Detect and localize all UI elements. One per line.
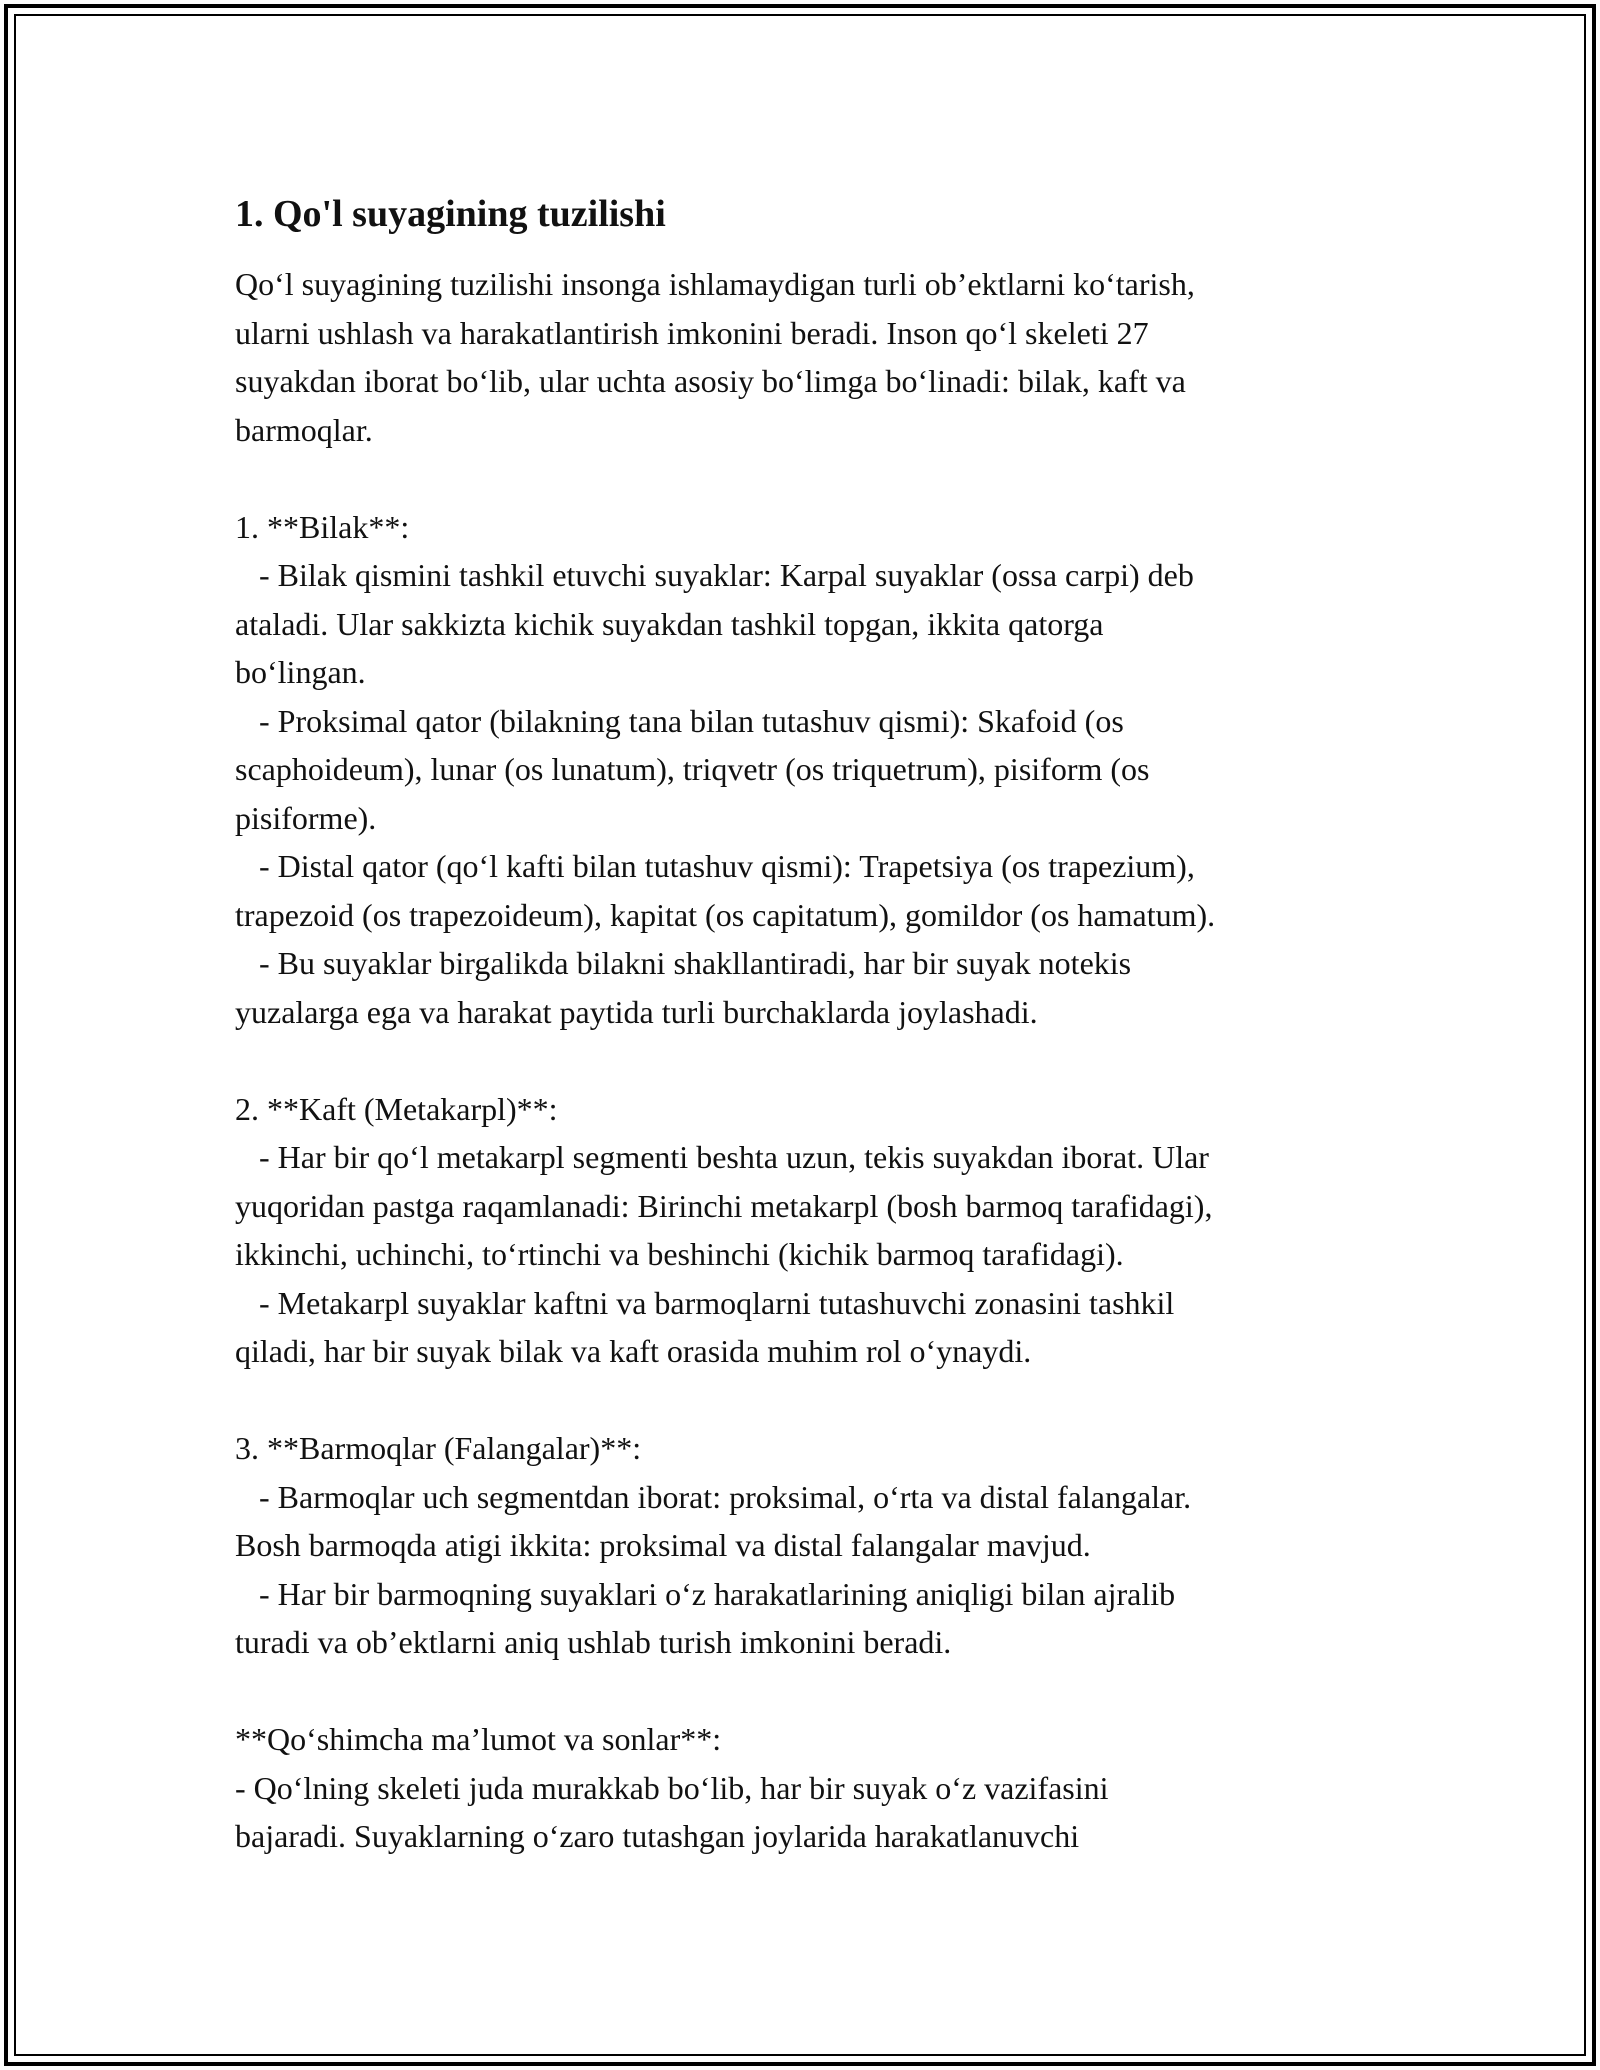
text-line: ularni ushlash va harakatlantirish imkonini beradi. Inson qo‘l skeleti 27 bbox=[235, 314, 1149, 351]
paragraph-gap bbox=[235, 454, 1385, 503]
text-line: qiladi, har bir suyak bilak va kaft orasida muhim rol o‘ynaydi. bbox=[235, 1333, 1032, 1369]
text-line: bo‘lingan. bbox=[235, 654, 366, 690]
text-line: trapezoid (os trapezoideum), kapitat (os capitatum), gomildor (os hamatum). bbox=[235, 896, 1216, 933]
paragraph-block bbox=[235, 503, 1385, 1037]
text-line: - Qo‘lning skeleti juda murakkab bo‘lib, har bir suyak o‘z vazifasini bbox=[235, 1769, 1109, 1806]
text-line: 2. **Kaft (Metakarpl)**: bbox=[235, 1090, 558, 1127]
text-line: pisiforme). bbox=[235, 799, 377, 836]
text-line: - Har bir qo‘l metakarpl segmenti beshta uzun, tekis suyakdan iborat. Ular bbox=[235, 1139, 1209, 1175]
paragraph-gap bbox=[235, 1667, 1385, 1716]
text-line: **Qo‘shimcha ma’lumot va sonlar**: bbox=[235, 1721, 722, 1757]
text-line: yuqoridan pastga raqamlanadi: Birinchi metakarpl (bosh barmoq tarafidagi), bbox=[235, 1187, 1213, 1224]
document-title: 1. Qo'l suyagining tuzilishi bbox=[235, 193, 666, 235]
text-line: scaphoideum), lunar (os lunatum), triqvetr (os triquetrum), pisiform (os bbox=[235, 751, 1150, 787]
text-line: bajaradi. Suyaklarning o‘zaro tutashgan joylarida harakatlanuvchi bbox=[235, 1818, 1080, 1854]
text-line: ikkinchi, uchinchi, to‘rtinchi va beshinchi (kichik barmoq tarafidagi). bbox=[235, 1236, 1124, 1272]
text-line: - Distal qator (qo‘l kafti bilan tutashuv qismi): Trapetsiya (os trapezium), bbox=[235, 848, 1195, 884]
paragraph-block bbox=[235, 260, 1385, 454]
text-line: 3. **Barmoqlar (Falangalar)**: bbox=[235, 1430, 642, 1466]
text-line: turadi va ob’ektlarni aniq ushlab turish imkonini beradi. bbox=[235, 1624, 952, 1660]
paragraph-block bbox=[235, 1085, 1385, 1376]
text-line: yuzalarga ega va harakat paytida turli burchaklarda joylashadi. bbox=[235, 993, 1038, 1030]
text-line: 1. **Bilak**: bbox=[235, 508, 410, 545]
text-line: - Bu suyaklar birgalikda bilakni shakllantiradi, har bir suyak notekis bbox=[235, 945, 1132, 981]
text-line: ataladi. Ular sakkizta kichik suyakdan tashkil topgan, ikkita qatorga bbox=[235, 605, 1104, 642]
text-line: - Barmoqlar uch segmentdan iborat: proksimal, o‘rta va distal falangalar. bbox=[235, 1478, 1192, 1515]
paragraph-block bbox=[235, 1715, 1385, 1861]
text-line: - Proksimal qator (bilakning tana bilan tutashuv qismi): Skafoid (os bbox=[235, 702, 1124, 739]
text-line: Qo‘l suyagining tuzilishi insonga ishlamaydigan turli ob’ektlarni ko‘tarish, bbox=[235, 266, 1195, 302]
text-line: Bosh barmoqda atigi ikkita: proksimal va distal falangalar mavjud. bbox=[235, 1527, 1091, 1563]
text-line: - Metakarpl suyaklar kaftni va barmoqlarni tutashuvchi zonasini tashkil bbox=[235, 1284, 1175, 1321]
text-line: - Bilak qismini tashkil etuvchi suyaklar: Karpal suyaklar (ossa carpi) deb bbox=[235, 557, 1194, 593]
text-line: - Har bir barmoqning suyaklari o‘z harakatlarining aniqligi bilan ajralib bbox=[235, 1575, 1176, 1612]
paragraph-gap bbox=[235, 1036, 1385, 1085]
document-blocks bbox=[235, 260, 1385, 1861]
text-line: barmoqlar. bbox=[235, 411, 373, 448]
paragraph-gap bbox=[235, 1376, 1385, 1425]
paragraph-block bbox=[235, 1424, 1385, 1667]
document-body bbox=[235, 190, 1385, 1861]
text-line: suyakdan iborat bo‘lib, ular uchta asosiy bo‘limga bo‘linadi: bilak, kaft va bbox=[235, 363, 1186, 399]
